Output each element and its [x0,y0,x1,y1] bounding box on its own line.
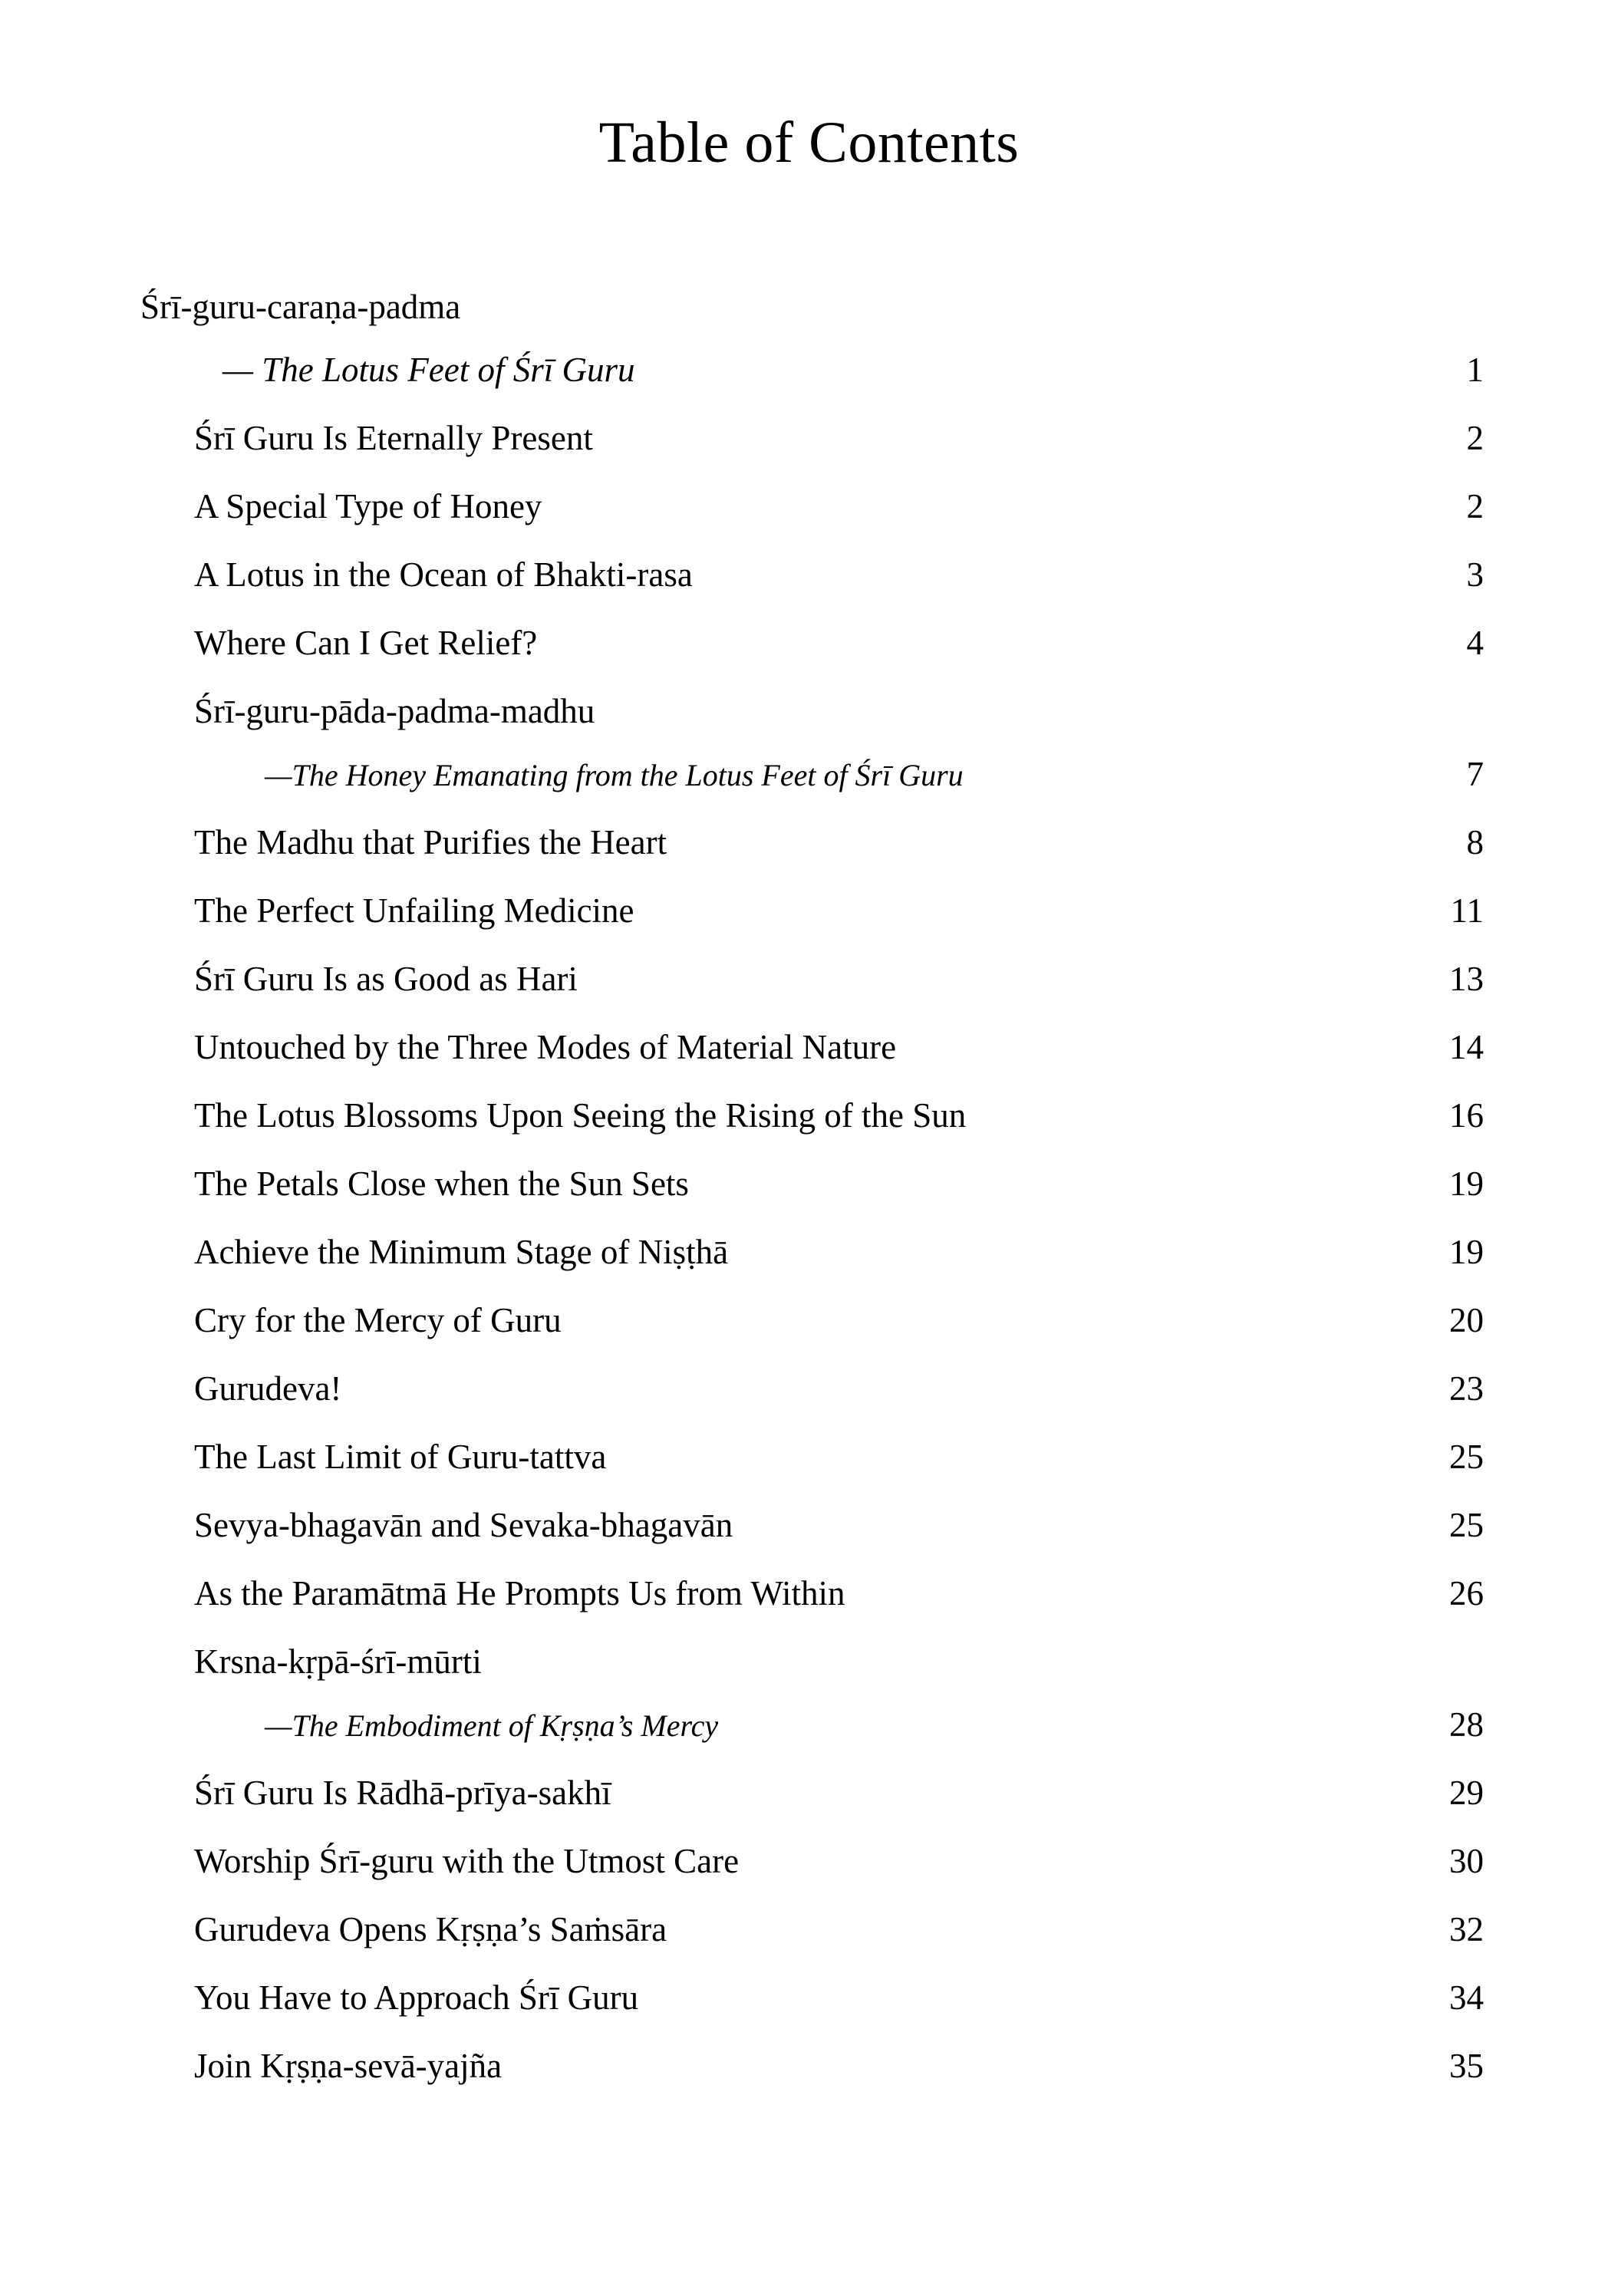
toc-page-number: 11 [1450,891,1484,930]
toc-entry-row[interactable] [0,1776,1618,1844]
toc-entry-row[interactable] [0,1978,1618,2049]
toc-entry-label: Gurudeva! [194,1369,342,1408]
toc-page-number: 29 [1449,1774,1484,1812]
toc-entry-label: As the Paramātmā He Prompts Us from Within [194,1574,845,1612]
toc-section-subtitle[interactable] [0,1705,1618,1776]
toc-entry-row[interactable] [0,626,1618,694]
toc-entry-row[interactable] [0,1576,1618,1645]
toc-entry-label: You Have to Approach Śrī Guru [194,1978,639,2017]
toc-entry-label: The Madhu that Purifies the Heart [194,823,667,861]
toc-entry-label: Achieve the Minimum Stage of Niṣṭhā [194,1233,729,1271]
toc-entry-label: Śrī-guru-pāda-padma-madhu [194,692,595,730]
toc-entry-label: The Last Limit of Guru-tattva [194,1438,607,1476]
table-of-contents-list [0,290,1618,2117]
toc-entry-label: Where Can I Get Relief? [194,624,538,662]
toc-entry-label: A Special Type of Honey [194,487,542,525]
toc-entry-label: Sevya-bhagavān and Sevaka-bhagavān [194,1506,733,1544]
toc-entry-row[interactable] [0,1844,1618,1912]
toc-entry-label: The Perfect Unfailing Medicine [194,891,634,930]
toc-entry-row[interactable] [0,555,1618,626]
toc-page-number: 7 [1466,755,1484,793]
toc-page-number: 2 [1466,487,1484,525]
toc-entry-label: The Petals Close when the Sun Sets [194,1164,689,1203]
toc-entry-label: Śrī Guru Is as Good as Hari [194,960,578,998]
toc-page-number: 20 [1449,1301,1484,1339]
toc-entry-row[interactable] [0,1235,1618,1303]
toc-entry-row[interactable] [0,891,1618,962]
toc-entry-row[interactable] [0,825,1618,894]
toc-page-number: 28 [1449,1705,1484,1744]
toc-entry-label: Śrī Guru Is Rādhā-prīya-sakhī [194,1774,611,1812]
toc-page-number: 2 [1466,419,1484,457]
toc-entry-label: A Lotus in the Ocean of Bhakti-rasa [194,555,693,594]
toc-entry-row[interactable] [0,1096,1618,1167]
toc-entry-row[interactable] [0,2049,1618,2117]
toc-section-subtitle[interactable] [0,757,1618,825]
toc-entry-row[interactable] [0,962,1618,1030]
toc-entry-row[interactable] [0,421,1618,489]
toc-page-number: 25 [1449,1506,1484,1544]
toc-page-number: 1 [1466,351,1484,389]
toc-page-number: 8 [1466,823,1484,861]
toc-page-number: 19 [1449,1164,1484,1203]
toc-page-number: 34 [1449,1978,1484,2017]
toc-entry-row[interactable] [0,1030,1618,1099]
toc-page-number: 32 [1449,1910,1484,1948]
toc-section-subtitle[interactable] [0,353,1618,421]
toc-page-number: 26 [1449,1574,1484,1612]
toc-entry-row[interactable] [0,1164,1618,1235]
toc-section-heading[interactable] [0,1642,1618,1708]
toc-page-number: 23 [1449,1369,1484,1408]
toc-entry-row[interactable] [0,1508,1618,1576]
toc-entry-label: Śrī-guru-caraṇa-padma [140,288,461,326]
toc-page-number: 25 [1449,1438,1484,1476]
toc-page-number: 13 [1449,960,1484,998]
toc-section-heading[interactable] [0,694,1618,757]
toc-entry-label: The Lotus Blossoms Upon Seeing the Rising of the Sun [194,1096,967,1135]
toc-entry-row[interactable] [0,489,1618,558]
toc-page-number: 35 [1449,2047,1484,2085]
toc-page-number: 19 [1449,1233,1484,1271]
page-title: Table of Contents [598,110,1020,175]
toc-entry-label: Untouched by the Three Modes of Material Nature [194,1028,897,1066]
toc-entry-label: Worship Śrī-guru with the Utmost Care [194,1842,740,1880]
toc-page-number: 14 [1449,1028,1484,1066]
toc-entry-row[interactable] [0,1303,1618,1372]
toc-entry-label: —The Embodiment of Kṛṣṇa’s Mercy [265,1708,719,1743]
toc-entry-label: — The Lotus Feet of Śrī Guru [222,351,635,389]
toc-section-heading[interactable] [0,290,1618,353]
toc-page-number: 16 [1449,1096,1484,1135]
toc-entry-label: Gurudeva Opens Kṛṣṇa’s Saṁsāra [194,1910,667,1948]
toc-entry-label: Krsna-kṛpā-śrī-mūrti [194,1642,482,1681]
toc-entry-row[interactable] [0,1369,1618,1440]
toc-page-number: 4 [1466,624,1484,662]
toc-entry-row[interactable] [0,1912,1618,1981]
toc-entry-label: Cry for the Mercy of Guru [194,1301,562,1339]
toc-entry-label: —The Honey Emanating from the Lotus Feet of Śrī Guru [265,758,964,792]
toc-entry-row[interactable] [0,1440,1618,1508]
toc-page-number: 3 [1466,555,1484,594]
toc-entry-label: Śrī Guru Is Eternally Present [194,419,593,457]
toc-entry-label: Join Kṛṣṇa-sevā-yajña [194,2047,503,2085]
toc-page-number: 30 [1449,1842,1484,1880]
